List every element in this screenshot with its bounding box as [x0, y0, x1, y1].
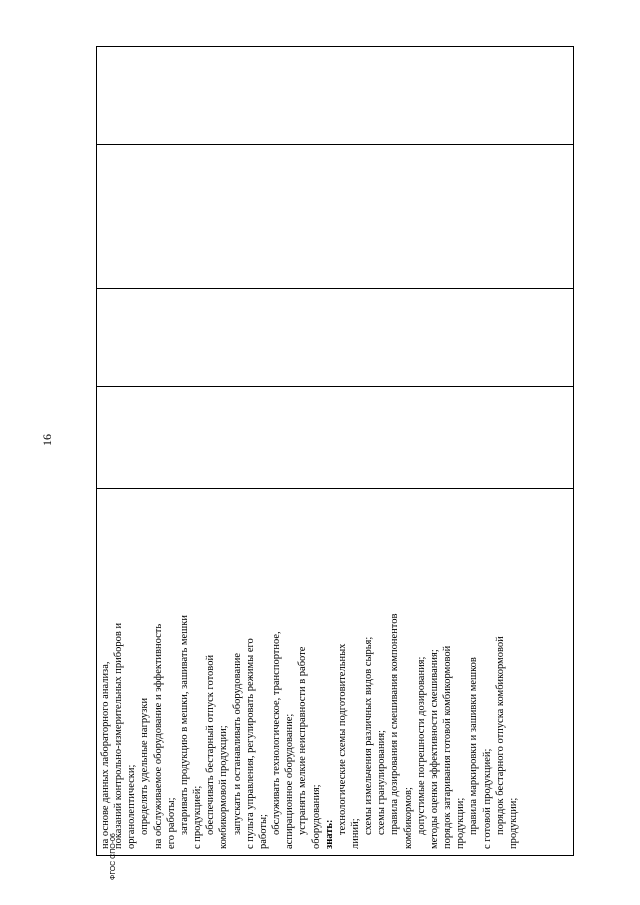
text-line: методы оценки эффективности смешивания; [428, 649, 440, 849]
section-heading: знать: [323, 819, 335, 849]
text-line: обслуживать технологическое, транспортное, [271, 631, 283, 835]
skills-knowledge-cell [99, 493, 571, 849]
text-line: комбикормов; [402, 787, 414, 849]
text-line: линий; [349, 818, 361, 849]
text-line: затаривать продукцию в мешки, зашивать мешки [178, 615, 190, 835]
text-line: запускать и останавливать оборудование [231, 652, 243, 835]
text-line: устранять мелкие неисправности в работе [297, 646, 309, 835]
text-line: технологические схемы подготовительных [336, 643, 348, 835]
text-line: оборудования; [310, 784, 322, 849]
text-line: правила дозирования и смешивания компонентов [389, 613, 401, 835]
text-line: правила маркировки и зашивки мешков [468, 657, 480, 835]
column-divider [97, 488, 573, 489]
text-line: схемы измельчения различных видов сырья; [363, 636, 375, 835]
text-line: комбикормовой продукции; [218, 725, 230, 849]
text-line: определять удельные нагрузки [139, 697, 151, 835]
footer-code: ФГОС СПО-06 [110, 833, 117, 880]
text-line: порядок бестарного отпуска комбикормовой [494, 636, 506, 835]
text-line: схемы гранулирования; [376, 730, 388, 835]
column-divider [97, 386, 573, 387]
text-line: показаний контрольно-измерительных приборов и [113, 622, 125, 849]
competency-table [96, 46, 574, 856]
text-line: на основе данных лабораторного анализа, [100, 661, 111, 849]
text-line: аспирационное оборудование; [284, 713, 296, 849]
page-number: 16 [40, 434, 54, 446]
text-line: работы; [257, 814, 269, 849]
column-divider [97, 144, 573, 145]
text-line: органолептически; [126, 764, 138, 849]
text-line: его работы; [165, 797, 177, 849]
text-line: с готовой продукцией; [481, 748, 493, 849]
text-line: с пульта управления, регулировать режимы его [244, 638, 256, 849]
text-line: продукции; [455, 797, 467, 849]
text-line: порядок затаривания готовой комбикормовой [442, 645, 454, 849]
text-line: на обслуживаемое оборудование и эффективность [152, 623, 164, 849]
text-line: продукции; [507, 797, 519, 849]
column-divider [97, 288, 573, 289]
text-line: с продукцией; [192, 785, 204, 849]
text-line: обеспечивать бестарный отпуск готовой [205, 654, 217, 835]
text-line: допустимые погрешности дозирования; [415, 656, 427, 835]
